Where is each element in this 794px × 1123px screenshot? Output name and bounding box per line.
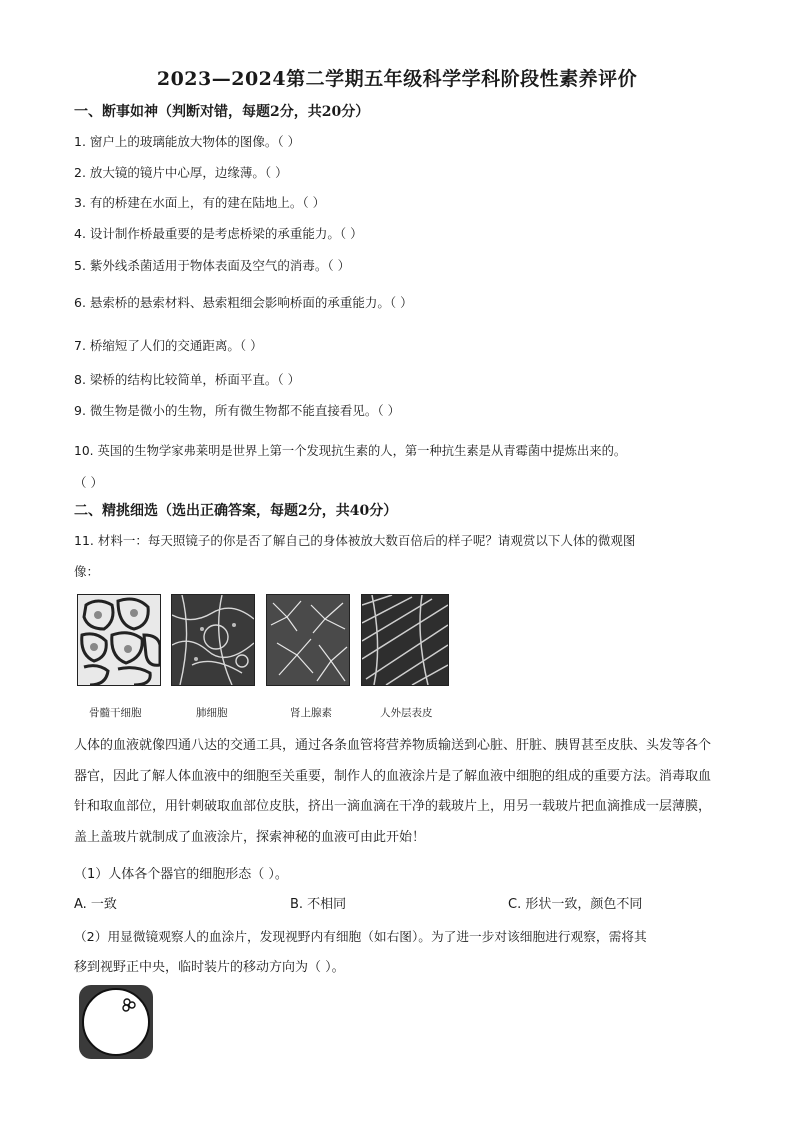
caption-lung: 肺细胞 xyxy=(196,707,228,719)
caption-adrenal: 肾上腺素 xyxy=(290,707,332,719)
question-1: 1. 窗户上的玻璃能放大物体的图像。（ ） xyxy=(74,134,301,149)
human-epidermis-image xyxy=(361,594,449,686)
question-6: 6. 悬索桥的悬索材料、悬索粗细会影响桥面的承重能力。（ ） xyxy=(74,295,413,310)
question-7: 7. 桥缩短了人们的交通距离。（ ） xyxy=(74,338,263,353)
page-title: 2023—2024第二学期五年级科学学科阶段性素养评价 xyxy=(156,68,638,90)
caption-bone-marrow: 骨髓干细胞 xyxy=(89,707,142,719)
sub-question-2-line-2: 移到视野正中央，临时装片的移动方向为（ ）。 xyxy=(74,960,345,975)
bone-marrow-stem-cell-image xyxy=(77,594,161,686)
option-a: A. 一致 xyxy=(74,897,117,912)
caption-epidermis: 人外层表皮 xyxy=(380,707,433,719)
question-4: 4. 设计制作桥最重要的是考虑桥梁的承重能力。（ ） xyxy=(74,226,363,241)
question-9: 9. 微生物是微小的生物，所有微生物都不能直接看见。（ ） xyxy=(74,403,401,418)
material-paragraph: 人体的血液就像四通八达的交通工具，通过各条血管将营养物质输送到心脏、肝脏、胰胃甚至皮肤、头发等各个器官，因此了解人体血液中的细胞至关重要，制作人的血液涂片是了解血液中细胞的组成的重要方法。消毒取血针和取血部位，用针刺破取血部位皮肤，挤出一滴血滴在干净的载玻片上，用另一载玻片把血滴推成一层薄膜，盖上盖玻片就制成了血液涂片，探索神秘的血液可由此开始！ xyxy=(74,738,712,845)
question-11-line-2: 像： xyxy=(74,564,100,579)
question-3: 3. 有的桥建在水面上，有的建在陆地上。（ ） xyxy=(74,195,326,210)
section-2-heading: 二、精挑细选（选出正确答案，每题2分，共40分） xyxy=(74,503,398,519)
sub-question-1: （1）人体各个器官的细胞形态（ ）。 xyxy=(74,867,288,882)
option-c: C. 形状一致，颜色不同 xyxy=(508,897,643,912)
microscope-field-of-view-image xyxy=(78,984,154,1060)
lung-cell-image xyxy=(171,594,255,686)
adrenal-gland-image xyxy=(266,594,350,686)
question-2: 2. 放大镜的镜片中心厚，边缘薄。（ ） xyxy=(74,165,288,180)
sub-question-2-line-1: （2）用显微镜观察人的血涂片，发现视野内有细胞（如右图）。为了进一步对该细胞进行观察，需将其 xyxy=(74,929,647,944)
section-1-heading: 一、断事如神（判断对错，每题2分，共20分） xyxy=(74,104,370,120)
question-11-line-1: 11. 材料一：每天照镜子的你是否了解自己的身体被放大数百倍后的样子呢？请观赏以下人体的微观图 xyxy=(74,533,636,548)
question-10-answer: （ ） xyxy=(74,475,103,490)
question-10: 10. 英国的生物学家弗莱明是世界上第一个发现抗生素的人，第一种抗生素是从青霉菌中提炼出来的。 xyxy=(74,444,627,458)
question-8: 8. 梁桥的结构比较简单，桥面平直。（ ） xyxy=(74,372,301,387)
option-b: B. 不相同 xyxy=(290,897,347,912)
question-5: 5. 紫外线杀菌适用于物体表面及空气的消毒。（ ） xyxy=(74,258,351,273)
